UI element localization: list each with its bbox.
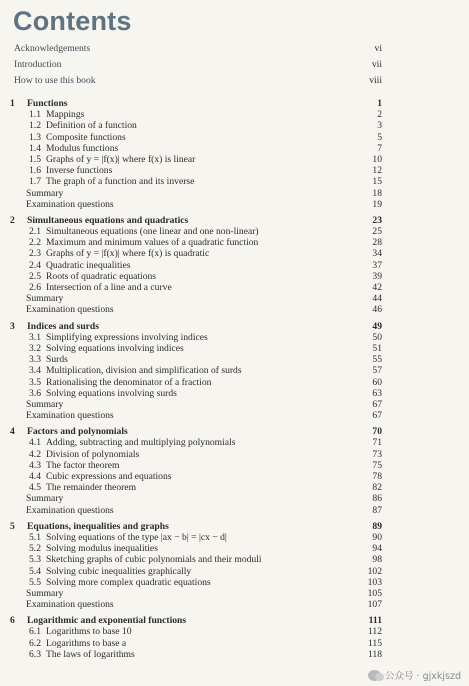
exam-questions-label: Examination questions [26,504,114,516]
toc-page-number: 42 [372,282,382,293]
section-title: Simultaneous equations (one linear and one non-linear) [46,226,259,238]
toc-page-number: 67 [372,398,382,410]
toc-summary-entry [0,293,469,304]
section-number: 2.6 [29,282,41,293]
section-number: 1.2 [29,120,41,132]
toc-page-number: 12 [372,165,382,177]
section-title: Multiplication, division and simplification of surds [46,365,242,377]
toc-entry-label: How to use this book [14,75,96,86]
section-title: Solving modulus inequalities [46,543,158,555]
section-number: 6.3 [29,648,41,660]
toc-chapter-heading [0,615,469,626]
section-title: Mappings [46,109,85,121]
section-number: 3.6 [29,387,41,399]
section-number: 3.5 [29,376,41,388]
toc-chapter-heading [0,426,469,437]
toc-page-number: 90 [372,531,382,543]
toc-section-entry [0,626,469,637]
toc-section-entry [0,437,469,448]
watermark-text: 公众号 · gjxkjszd [385,671,461,682]
toc-page-number: 37 [372,259,382,271]
toc-section-entry [0,109,469,120]
toc-summary-entry [0,188,469,199]
toc-page-number: 78 [372,471,382,482]
toc-chapter-heading [0,215,469,226]
section-title: Division of polynomials [46,448,140,460]
section-number: 4.2 [29,448,41,460]
section-title: The graph of a function and its inverse [46,176,195,188]
section-number: 4.3 [29,459,41,471]
table-of-contents [0,41,469,660]
toc-page-number: vi [374,43,382,54]
toc-page-number: 82 [372,482,382,494]
section-title: Adding, subtracting and multiplying polynomials [46,437,236,449]
toc-exam-entry [0,599,469,610]
section-title: Rationalising the denominator of a fraction [46,376,212,388]
toc-exam-entry [0,304,469,315]
toc-section-entry [0,282,469,293]
toc-section-entry [0,271,469,282]
section-title: Solving more complex quadratic equations [46,576,211,588]
toc-page-number: 5 [377,131,382,143]
toc-entry-label: Introduction [14,59,62,70]
toc-section-entry [0,132,469,143]
section-title: Definition of a function [46,120,137,132]
toc-page-number: 86 [372,493,382,505]
toc-section-entry [0,577,469,588]
toc-page-number: 46 [372,304,382,316]
toc-section-entry [0,260,469,271]
toc-page-number: 23 [372,214,382,226]
chapter-title: Functions [27,98,68,109]
toc-chapter-heading [0,321,469,332]
section-number: 3.1 [29,331,41,343]
toc-page-number: 115 [367,637,382,649]
exam-questions-label: Examination questions [26,599,114,611]
chapter-number: 4 [10,426,15,438]
toc-page-number: 103 [367,576,382,588]
chapter-number: 5 [10,520,15,532]
toc-page-number: 118 [367,648,382,660]
section-title: Graphs of y = |f(x)| where f(x) is linear [46,153,196,165]
chapter-number: 6 [10,615,15,627]
chapter-title: Logarithmic and exponential functions [27,615,187,627]
toc-page-number: 10 [372,153,382,165]
section-number: 6.1 [29,626,41,638]
chapter-number: 2 [10,214,15,226]
toc-section-entry [0,365,469,376]
section-title: Logarithms to base 10 [46,626,132,638]
section-number: 2.2 [29,237,41,249]
toc-page-number: 112 [367,626,382,638]
page-title: Contents [13,6,132,36]
toc-front-entry [0,41,469,57]
toc-page-number: 57 [372,365,382,377]
section-number: 5.3 [29,554,41,566]
section-number: 5.4 [29,565,41,577]
exam-questions-label: Examination questions [26,304,114,316]
section-title: Sketching graphs of cubic polynomials and their moduli [46,554,262,566]
section-title: Solving equations of the type |ax − b| = |cx − d| [46,531,227,543]
toc-exam-entry [0,199,469,210]
section-number: 1.1 [29,109,41,121]
summary-label: Summary [26,587,64,599]
section-number: 4.5 [29,482,41,494]
section-number: 2.5 [29,270,41,282]
chapter-title: Indices and surds [27,320,99,332]
section-title: Solving cubic inequalities graphically [46,565,192,577]
toc-page-number: 1 [377,98,382,109]
section-number: 4.1 [29,437,41,449]
section-title: Modulus functions [46,142,119,154]
toc-summary-entry [0,588,469,599]
toc-page-number: 105 [367,587,382,599]
toc-section-entry [0,343,469,354]
toc-section-entry [0,354,469,365]
toc-section-entry [0,120,469,131]
toc-page-number: 19 [372,198,382,210]
toc-section-entry [0,165,469,176]
toc-page-number: 28 [372,237,382,249]
section-title: Simplifying expressions involving indices [46,331,208,343]
toc-chapter-heading [0,98,469,109]
section-number: 2.3 [29,248,41,260]
toc-page-number: 55 [372,354,382,366]
summary-label: Summary [26,398,64,410]
section-title: Roots of quadratic equations [46,270,157,282]
toc-page-number: 71 [372,437,382,449]
toc-page-number: 51 [372,342,382,354]
section-title: Graphs of y = |f(x)| where f(x) is quadratic [46,248,210,260]
section-title: Maximum and minimum values of a quadratic function [46,237,259,249]
section-number: 1.6 [29,165,41,177]
section-number: 5.1 [29,531,41,543]
exam-questions-label: Examination questions [26,410,114,422]
section-number: 2.1 [29,226,41,238]
section-title: The remainder theorem [46,482,137,494]
toc-section-entry [0,388,469,399]
section-title: Solving equations involving indices [46,342,184,354]
toc-page-number: 34 [372,248,382,260]
toc-page-number: 70 [372,426,382,438]
toc-page-number: 111 [368,615,382,627]
toc-page-number: viii [369,75,382,86]
section-title: Logarithms to base a [46,637,127,649]
section-number: 3.3 [29,354,41,366]
toc-page-number: 3 [377,120,382,132]
section-title: Inverse functions [46,165,113,177]
toc-page-number: 7 [377,142,382,154]
section-number: 1.4 [29,142,41,154]
toc-exam-entry [0,410,469,421]
toc-page-number: 102 [367,565,382,577]
chapter-number: 1 [10,98,15,109]
toc-page-number: vii [371,59,382,70]
toc-page-number: 73 [372,448,382,460]
toc-section-entry [0,460,469,471]
toc-page-number: 60 [372,376,382,388]
section-number: 4.4 [29,471,41,482]
toc-section-entry [0,226,469,237]
chapter-title: Factors and polynomials [27,426,128,438]
toc-section-entry [0,143,469,154]
summary-label: Summary [26,187,64,199]
toc-page-number: 15 [372,176,382,188]
section-title: Intersection of a line and a curve [46,282,172,293]
toc-page-number: 25 [372,226,382,238]
toc-page-number: 50 [372,331,382,343]
chapter-number: 3 [10,320,15,332]
section-number: 2.4 [29,259,41,271]
section-number: 1.3 [29,131,41,143]
watermark [368,668,461,682]
toc-page-number: 107 [367,599,382,611]
toc-page-number: 89 [372,520,382,532]
section-title: The factor theorem [46,459,120,471]
section-number: 1.7 [29,176,41,188]
toc-section-entry [0,237,469,248]
section-title: Quadratic inequalities [46,259,131,271]
toc-page-number: 67 [372,410,382,422]
toc-summary-entry [0,399,469,410]
toc-section-entry [0,471,469,482]
toc-section-entry [0,543,469,554]
toc-section-entry [0,649,469,660]
toc-page-number: 98 [372,554,382,566]
toc-section-entry [0,248,469,259]
toc-section-entry [0,554,469,565]
section-number: 6.2 [29,637,41,649]
wechat-icon [368,670,381,681]
section-number: 5.2 [29,543,41,555]
toc-page-number: 39 [372,270,382,282]
toc-front-entry [0,57,469,73]
toc-page-number: 75 [372,459,382,471]
toc-chapter-heading [0,521,469,532]
toc-page-number: 94 [372,543,382,555]
toc-page-number: 87 [372,504,382,516]
toc-section-entry [0,638,469,649]
toc-section-entry [0,154,469,165]
toc-page-number: 18 [372,187,382,199]
toc-section-entry [0,532,469,543]
section-title: Surds [46,354,68,366]
toc-section-entry [0,566,469,577]
toc-section-entry [0,377,469,388]
toc-page-number: 44 [372,293,382,305]
toc-exam-entry [0,505,469,516]
toc-front-entry [0,73,469,89]
section-title: Cubic expressions and equations [46,471,172,482]
summary-label: Summary [26,293,64,305]
section-number: 3.2 [29,342,41,354]
section-title: Solving equations involving surds [46,387,177,399]
toc-page-number: 63 [372,387,382,399]
toc-section-entry [0,332,469,343]
toc-page-number: 49 [372,320,382,332]
section-title: Composite functions [46,131,126,143]
toc-page-number: 2 [377,109,382,121]
chapter-title: Equations, inequalities and graphs [27,520,169,532]
toc-section-entry [0,176,469,187]
summary-label: Summary [26,493,64,505]
section-title: The laws of logarithms [46,648,135,660]
section-number: 1.5 [29,153,41,165]
section-number: 3.4 [29,365,41,377]
chapter-title: Simultaneous equations and quadratics [27,214,189,226]
toc-summary-entry [0,493,469,504]
toc-section-entry [0,449,469,460]
toc-section-entry [0,482,469,493]
exam-questions-label: Examination questions [26,198,114,210]
section-number: 5.5 [29,576,41,588]
toc-entry-label: Acknowledgements [14,43,91,54]
